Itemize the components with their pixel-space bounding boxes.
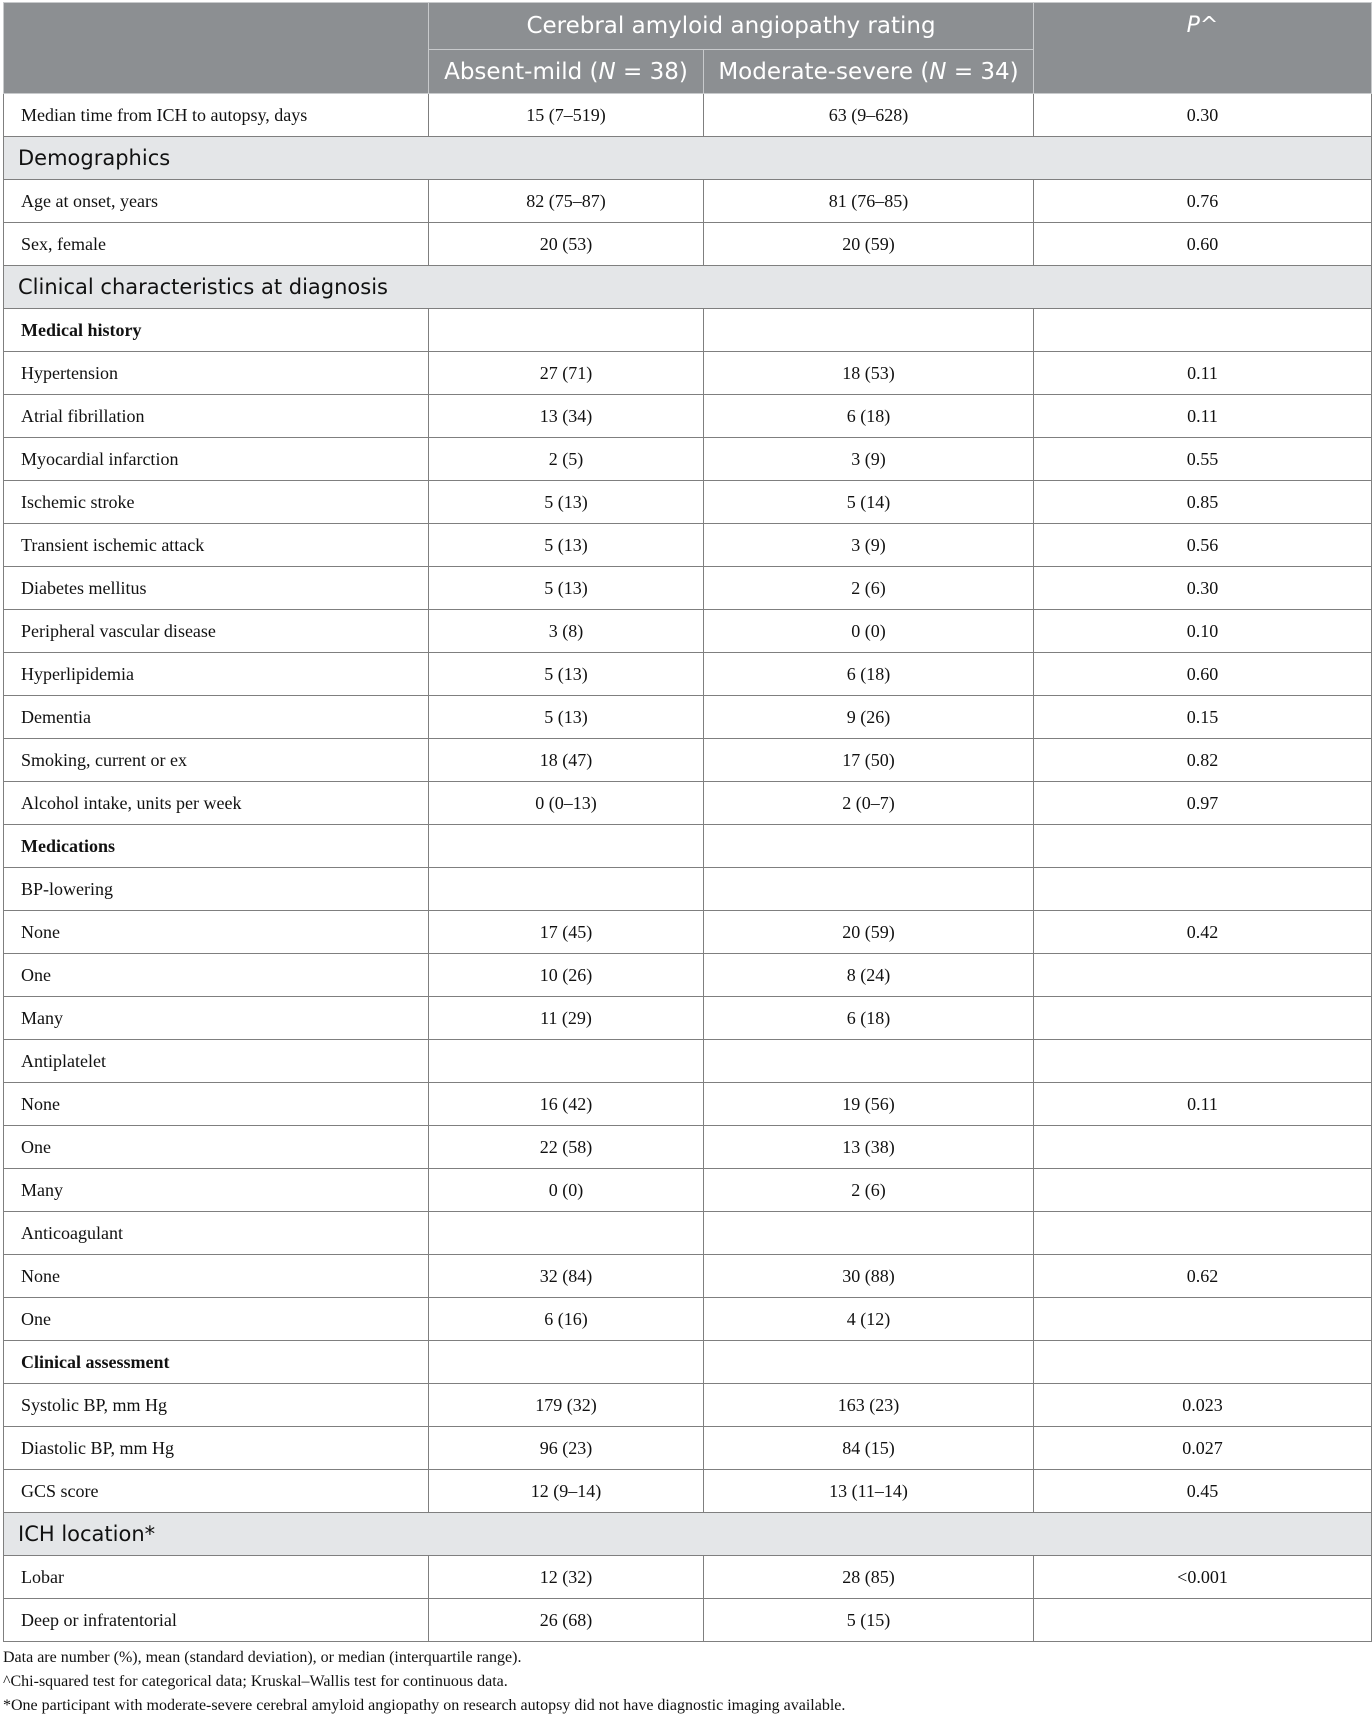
moderate-severe-value: 6 (18) — [704, 653, 1034, 696]
absent-mild-value: 17 (45) — [429, 911, 704, 954]
absent-mild-value: 96 (23) — [429, 1427, 704, 1470]
p-value: 0.42 — [1034, 911, 1372, 954]
row-label: One — [4, 1298, 429, 1341]
section-header-row — [4, 137, 1372, 180]
absent-mild-value: 179 (32) — [429, 1384, 704, 1427]
p-value: 0.60 — [1034, 223, 1372, 266]
p-value: 0.30 — [1034, 567, 1372, 610]
row-label: Lobar — [4, 1556, 429, 1599]
absent-mild-value: 12 (32) — [429, 1556, 704, 1599]
table-row — [4, 1470, 1372, 1513]
table-row — [4, 395, 1372, 438]
p-value: 0.45 — [1034, 1470, 1372, 1513]
row-label: Antiplatelet — [4, 1040, 429, 1083]
absent-mild-value: 5 (13) — [429, 653, 704, 696]
p-value: 0.97 — [1034, 782, 1372, 825]
absent-mild-value: 13 (34) — [429, 395, 704, 438]
p-value — [1034, 309, 1372, 352]
row-label: Deep or infratentorial — [4, 1599, 429, 1642]
row-label: Medications — [4, 825, 429, 868]
absent-mild-value: 5 (13) — [429, 567, 704, 610]
col1-n: N — [598, 58, 616, 85]
p-suffix: ^ — [1199, 13, 1219, 38]
table-row — [4, 911, 1372, 954]
p-value — [1034, 1298, 1372, 1341]
row-label: Dementia — [4, 696, 429, 739]
moderate-severe-value: 163 (23) — [704, 1384, 1034, 1427]
moderate-severe-value: 81 (76–85) — [704, 180, 1034, 223]
moderate-severe-value: 17 (50) — [704, 739, 1034, 782]
row-label: Diastolic BP, mm Hg — [4, 1427, 429, 1470]
table-row — [4, 524, 1372, 567]
row-label: Medical history — [4, 309, 429, 352]
table-row — [4, 223, 1372, 266]
moderate-severe-value: 0 (0) — [704, 610, 1034, 653]
data-table-container — [3, 2, 1371, 1718]
p-value — [1034, 825, 1372, 868]
p-value: 0.85 — [1034, 481, 1372, 524]
col1-post: = 38) — [615, 58, 688, 85]
row-label: Hypertension — [4, 352, 429, 395]
header-group-title: Cerebral amyloid angiopathy rating — [429, 3, 1034, 50]
table-row — [4, 868, 1372, 911]
row-label: Ischemic stroke — [4, 481, 429, 524]
p-value — [1034, 1599, 1372, 1642]
table-row — [4, 997, 1372, 1040]
footnote-imaging: *One participant with moderate-severe cerebral amyloid angiopathy on research autopsy did not have diagnostic imaging available. — [3, 1697, 846, 1714]
moderate-severe-value: 3 (9) — [704, 524, 1034, 567]
absent-mild-value — [429, 825, 704, 868]
col2-n: N — [929, 58, 947, 85]
p-value: 0.55 — [1034, 438, 1372, 481]
table-row — [4, 1212, 1372, 1255]
row-label: Myocardial infarction — [4, 438, 429, 481]
header-absent-mild — [429, 50, 704, 94]
p-value: 0.82 — [1034, 739, 1372, 782]
moderate-severe-value: 20 (59) — [704, 223, 1034, 266]
moderate-severe-value: 18 (53) — [704, 352, 1034, 395]
section-title: ICH location* — [4, 1513, 1372, 1556]
absent-mild-value — [429, 1341, 704, 1384]
table-row — [4, 610, 1372, 653]
absent-mild-value: 20 (53) — [429, 223, 704, 266]
moderate-severe-value: 2 (0–7) — [704, 782, 1034, 825]
table-row — [4, 1599, 1372, 1642]
p-value: 0.62 — [1034, 1255, 1372, 1298]
cohort-characteristics-table — [3, 2, 1372, 1642]
p-value — [1034, 954, 1372, 997]
p-value: 0.10 — [1034, 610, 1372, 653]
p-value: <0.001 — [1034, 1556, 1372, 1599]
header-row-1 — [4, 3, 1372, 50]
moderate-severe-value: 3 (9) — [704, 438, 1034, 481]
footnote-data-format: Data are number (%), mean (standard deviation), or median (interquartile range). — [3, 1649, 522, 1666]
row-label: None — [4, 1255, 429, 1298]
moderate-severe-value — [704, 825, 1034, 868]
absent-mild-value: 32 (84) — [429, 1255, 704, 1298]
table-row — [4, 1298, 1372, 1341]
absent-mild-value: 26 (68) — [429, 1599, 704, 1642]
row-label: Clinical assessment — [4, 1341, 429, 1384]
subheading-row — [4, 309, 1372, 352]
absent-mild-value: 5 (13) — [429, 696, 704, 739]
moderate-severe-value — [704, 1040, 1034, 1083]
p-value: 0.023 — [1034, 1384, 1372, 1427]
table-row — [4, 954, 1372, 997]
absent-mild-value: 2 (5) — [429, 438, 704, 481]
p-value: 0.11 — [1034, 395, 1372, 438]
absent-mild-value: 27 (71) — [429, 352, 704, 395]
p-value: 0.76 — [1034, 180, 1372, 223]
p-value — [1034, 1169, 1372, 1212]
p-value — [1034, 868, 1372, 911]
table-row — [4, 782, 1372, 825]
row-label: One — [4, 954, 429, 997]
absent-mild-value — [429, 1212, 704, 1255]
moderate-severe-value: 30 (88) — [704, 1255, 1034, 1298]
moderate-severe-value: 8 (24) — [704, 954, 1034, 997]
absent-mild-value — [429, 309, 704, 352]
table-row — [4, 180, 1372, 223]
row-label: Median time from ICH to autopsy, days — [4, 94, 429, 137]
row-label: Diabetes mellitus — [4, 567, 429, 610]
col2-post: = 34) — [946, 58, 1019, 85]
absent-mild-value: 15 (7–519) — [429, 94, 704, 137]
absent-mild-value — [429, 1040, 704, 1083]
table-row — [4, 1427, 1372, 1470]
moderate-severe-value: 13 (38) — [704, 1126, 1034, 1169]
moderate-severe-value: 28 (85) — [704, 1556, 1034, 1599]
p-label: P — [1186, 13, 1200, 38]
absent-mild-value: 16 (42) — [429, 1083, 704, 1126]
absent-mild-value: 82 (75–87) — [429, 180, 704, 223]
moderate-severe-value: 19 (56) — [704, 1083, 1034, 1126]
table-row — [4, 94, 1372, 137]
absent-mild-value: 0 (0) — [429, 1169, 704, 1212]
row-label: Many — [4, 1169, 429, 1212]
section-title: Demographics — [4, 137, 1372, 180]
p-value: 0.027 — [1034, 1427, 1372, 1470]
moderate-severe-value: 13 (11–14) — [704, 1470, 1034, 1513]
row-label: GCS score — [4, 1470, 429, 1513]
absent-mild-value: 5 (13) — [429, 524, 704, 567]
moderate-severe-value: 6 (18) — [704, 997, 1034, 1040]
table-row — [4, 653, 1372, 696]
table-row — [4, 481, 1372, 524]
absent-mild-value: 5 (13) — [429, 481, 704, 524]
table-row — [4, 739, 1372, 782]
moderate-severe-value — [704, 868, 1034, 911]
table-body — [4, 94, 1372, 1642]
moderate-severe-value: 9 (26) — [704, 696, 1034, 739]
header-p-value — [1034, 3, 1372, 94]
absent-mild-value: 12 (9–14) — [429, 1470, 704, 1513]
row-label: BP-lowering — [4, 868, 429, 911]
absent-mild-value: 22 (58) — [429, 1126, 704, 1169]
p-value — [1034, 1040, 1372, 1083]
p-value: 0.11 — [1034, 352, 1372, 395]
subheading-row — [4, 1341, 1372, 1384]
table-row — [4, 1384, 1372, 1427]
section-title: Clinical characteristics at diagnosis — [4, 266, 1372, 309]
moderate-severe-value: 6 (18) — [704, 395, 1034, 438]
moderate-severe-value: 2 (6) — [704, 1169, 1034, 1212]
moderate-severe-value: 4 (12) — [704, 1298, 1034, 1341]
section-header-row — [4, 266, 1372, 309]
p-value: 0.56 — [1034, 524, 1372, 567]
row-label: None — [4, 1083, 429, 1126]
row-label: None — [4, 911, 429, 954]
row-label: Transient ischemic attack — [4, 524, 429, 567]
p-value — [1034, 1126, 1372, 1169]
absent-mild-value: 3 (8) — [429, 610, 704, 653]
table-row — [4, 352, 1372, 395]
absent-mild-value: 11 (29) — [429, 997, 704, 1040]
absent-mild-value: 10 (26) — [429, 954, 704, 997]
table-row — [4, 438, 1372, 481]
p-value: 0.11 — [1034, 1083, 1372, 1126]
footnote-tests: ^Chi-squared test for categorical data; Kruskal–Wallis test for continuous data. — [3, 1673, 508, 1690]
col1-pre: Absent-mild ( — [444, 58, 599, 85]
row-label: Hyperlipidemia — [4, 653, 429, 696]
table-row — [4, 567, 1372, 610]
col2-pre: Moderate-severe ( — [718, 58, 930, 85]
header-moderate-severe — [704, 50, 1034, 94]
table-row — [4, 696, 1372, 739]
moderate-severe-value: 20 (59) — [704, 911, 1034, 954]
table-row — [4, 1556, 1372, 1599]
absent-mild-value: 18 (47) — [429, 739, 704, 782]
table-row — [4, 1255, 1372, 1298]
table-row — [4, 1083, 1372, 1126]
moderate-severe-value: 5 (15) — [704, 1599, 1034, 1642]
p-value — [1034, 1212, 1372, 1255]
moderate-severe-value — [704, 309, 1034, 352]
subheading-row — [4, 825, 1372, 868]
absent-mild-value — [429, 868, 704, 911]
row-label: Many — [4, 997, 429, 1040]
moderate-severe-value — [704, 1212, 1034, 1255]
p-value: 0.30 — [1034, 94, 1372, 137]
p-value — [1034, 997, 1372, 1040]
table-row — [4, 1040, 1372, 1083]
moderate-severe-value — [704, 1341, 1034, 1384]
row-label: Peripheral vascular disease — [4, 610, 429, 653]
moderate-severe-value: 84 (15) — [704, 1427, 1034, 1470]
row-label: Anticoagulant — [4, 1212, 429, 1255]
table-row — [4, 1169, 1372, 1212]
moderate-severe-value: 63 (9–628) — [704, 94, 1034, 137]
row-label: Systolic BP, mm Hg — [4, 1384, 429, 1427]
absent-mild-value: 6 (16) — [429, 1298, 704, 1341]
table-row — [4, 1126, 1372, 1169]
row-label: Atrial fibrillation — [4, 395, 429, 438]
section-header-row — [4, 1513, 1372, 1556]
row-label: One — [4, 1126, 429, 1169]
row-label: Age at onset, years — [4, 180, 429, 223]
row-label: Sex, female — [4, 223, 429, 266]
p-value: 0.60 — [1034, 653, 1372, 696]
p-value: 0.15 — [1034, 696, 1372, 739]
moderate-severe-value: 5 (14) — [704, 481, 1034, 524]
absent-mild-value: 0 (0–13) — [429, 782, 704, 825]
table-footnotes — [3, 1646, 1371, 1718]
moderate-severe-value: 2 (6) — [704, 567, 1034, 610]
p-value — [1034, 1341, 1372, 1384]
header-blank-cell — [4, 3, 429, 94]
row-label: Alcohol intake, units per week — [4, 782, 429, 825]
row-label: Smoking, current or ex — [4, 739, 429, 782]
